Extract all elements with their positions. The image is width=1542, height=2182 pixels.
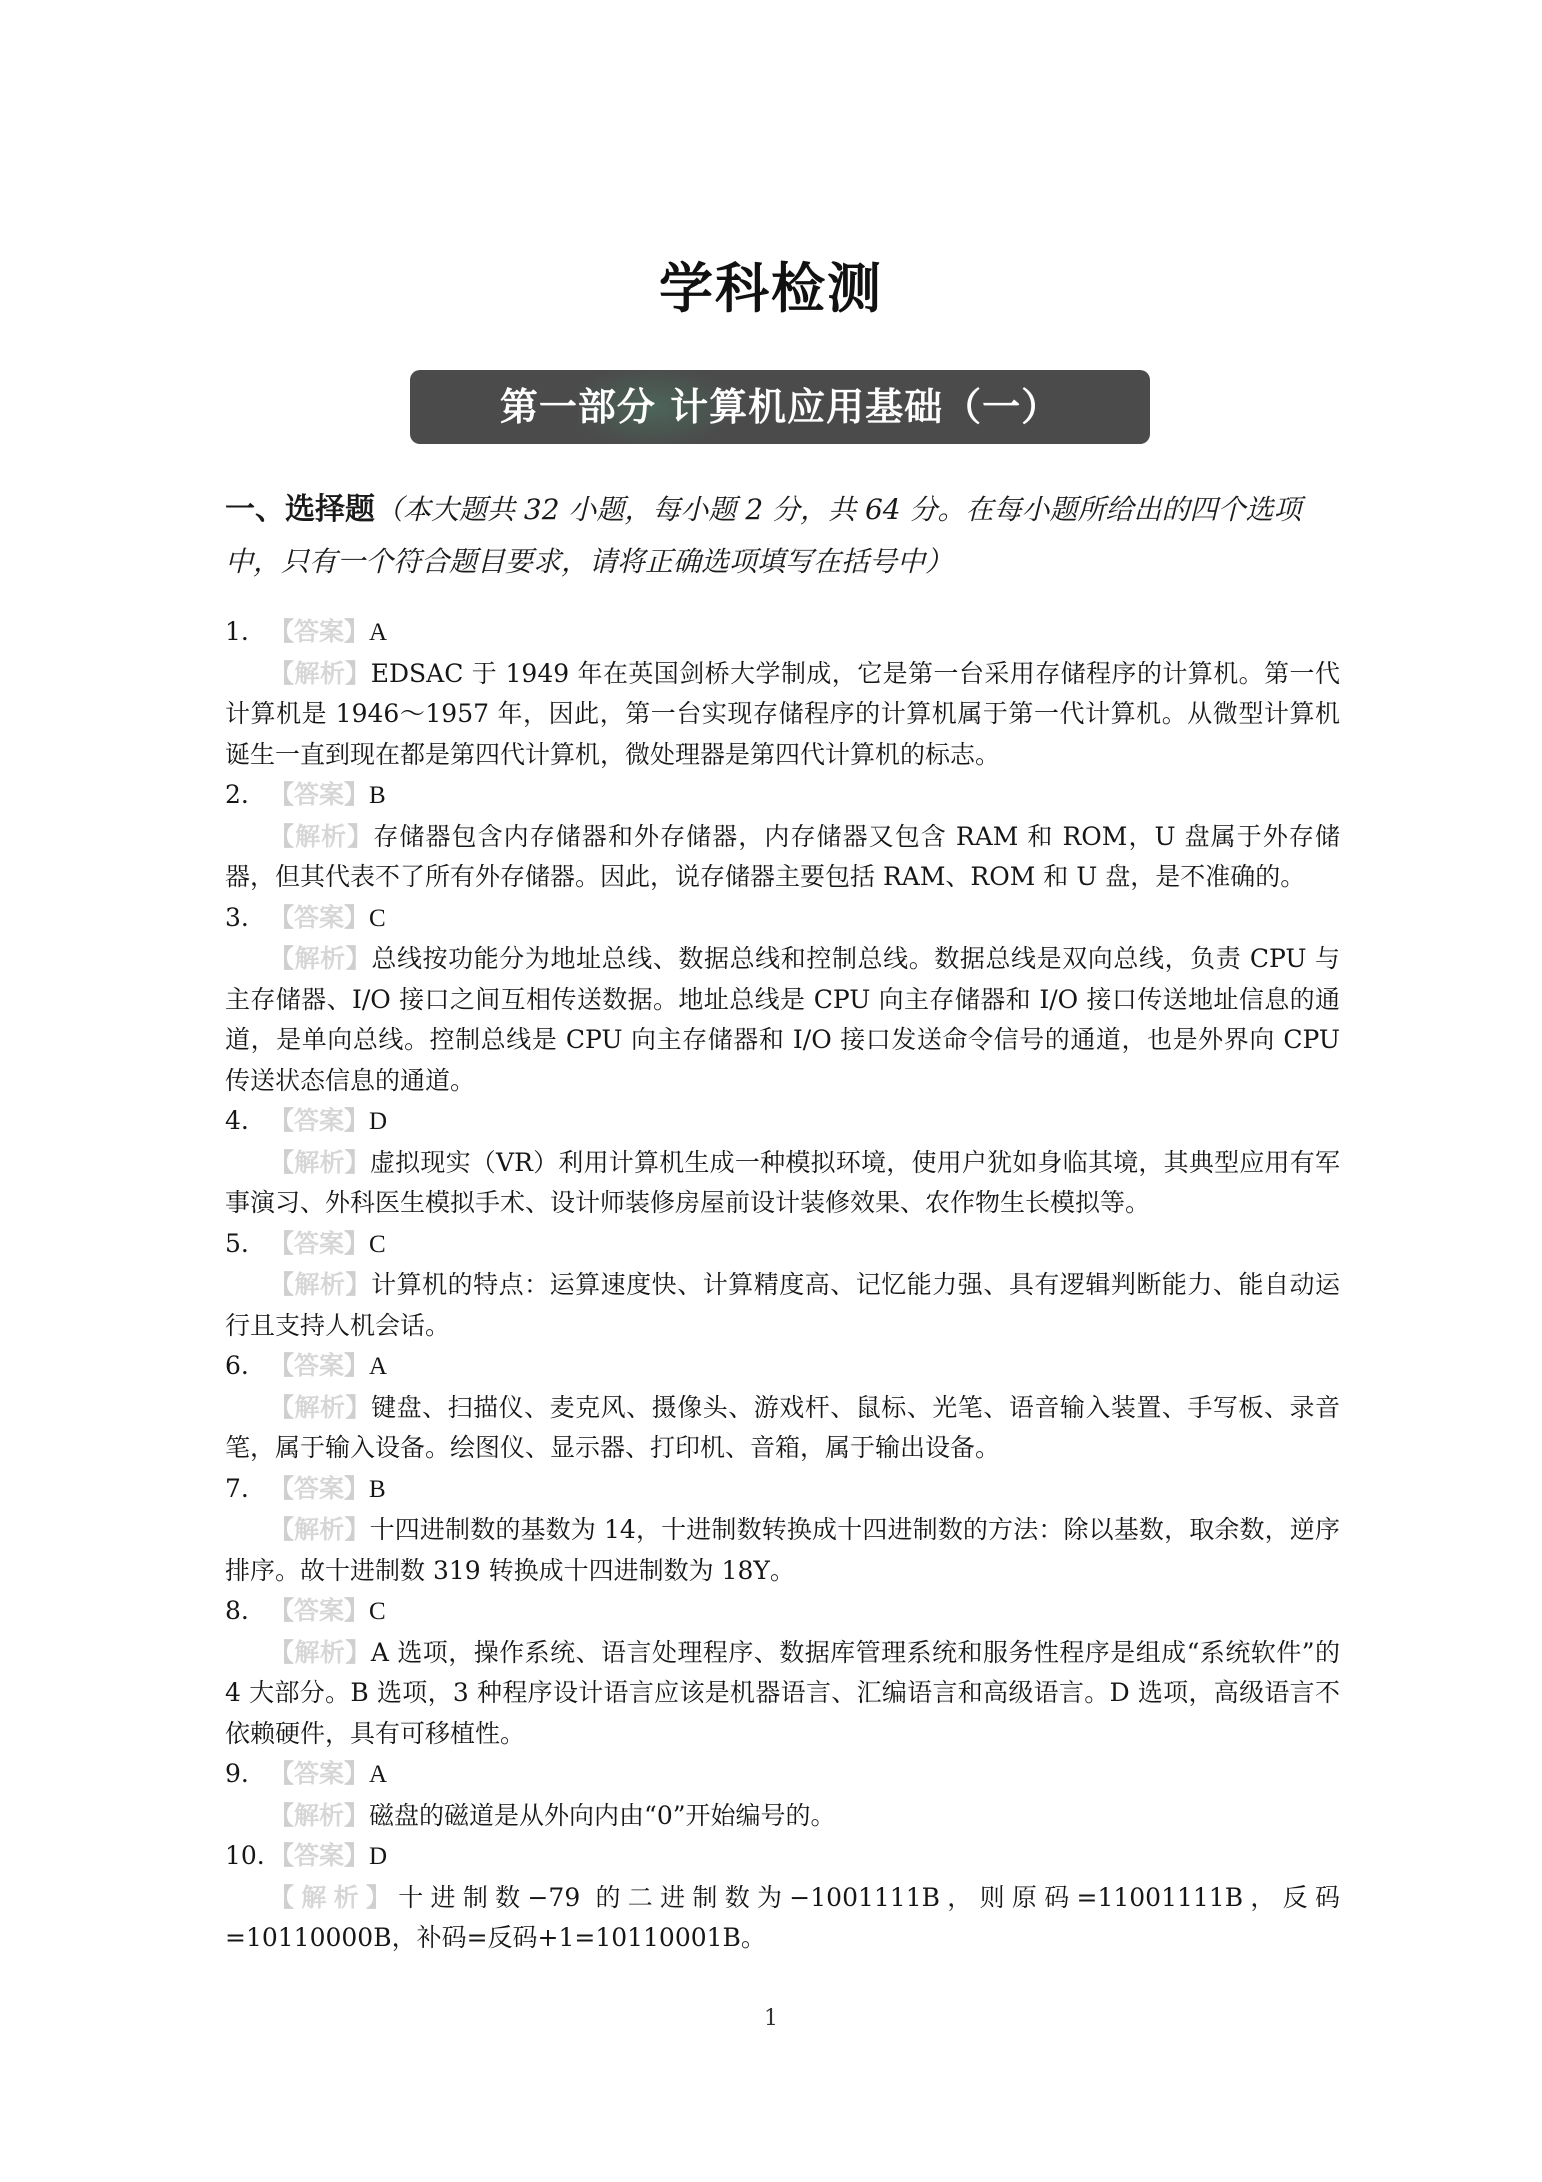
- analysis-text: 键盘、扫描仪、麦克风、摄像头、游戏杆、鼠标、光笔、语音输入装置、手写板、录音笔，属于输入设备。绘图仪、显示器、打印机、音箱，属于输出设备。: [225, 1392, 1340, 1462]
- answer-value: B: [369, 782, 386, 809]
- answer-line: [225, 612, 1340, 654]
- analysis-text: 磁盘的磁道是从外向内由“0”开始编号的。: [369, 1800, 836, 1830]
- tag-close-bracket: 】: [344, 1228, 370, 1258]
- answer-value: A: [369, 1353, 388, 1380]
- tag-open-bracket: 【: [269, 1882, 302, 1912]
- answer-line: [225, 1754, 1340, 1796]
- analysis-text: 十四进制数的基数为 14，十进制数转换成十四进制数的方法：除以基数，取余数，逆序排序。故十进制数 319 转换成十四进制数为 18Y。: [225, 1515, 1340, 1585]
- analysis-text: 总线按功能分为地址总线、数据总线和控制总线。数据总线是双向总线，负责 CPU 与主存储器、I/O 接口之间互相传送数据。地址总线是 CPU 向主存储器和 I/O 接口传送地址信息的通道，是单向总线。控制总线是 CPU 向主存储器和 I/O 接口发送命令信号的通道，也是外界向 CPU 传送状态信息的通道。: [225, 944, 1340, 1095]
- question-number: 4.: [225, 1106, 249, 1135]
- part-banner: [410, 370, 1150, 444]
- tag-close-bracket: 】: [344, 1351, 370, 1380]
- tag-open-bracket: 【: [269, 902, 295, 932]
- tag-close-bracket: 】: [345, 1637, 371, 1667]
- tag-open-bracket: 【: [269, 658, 295, 688]
- question-item: [225, 1469, 1340, 1592]
- section-heading: [225, 484, 1330, 588]
- analysis-tag-label: 解析: [294, 1147, 345, 1177]
- answer-tag: [269, 1106, 369, 1135]
- analysis-paragraph: [225, 1388, 1340, 1469]
- analysis-tag: [269, 1270, 371, 1299]
- page-number: 1: [764, 2006, 778, 2031]
- tag-open-bracket: 【: [269, 821, 296, 851]
- answer-tag-label: 答案: [294, 617, 345, 646]
- analysis-tag-label: 解析: [294, 658, 346, 688]
- answer-value: C: [369, 904, 386, 932]
- section-description: （本大题共 32 小题，每小题 2 分，共 64 分。在每小题所给出的四个选项中，只有一个符合题目要求，请将正确选项填写在括号中）: [225, 493, 1302, 578]
- analysis-tag: [269, 822, 373, 851]
- answer-line: [225, 775, 1340, 817]
- question-number: 1.: [225, 617, 249, 646]
- tag-open-bracket: 【: [269, 780, 295, 809]
- answer-tag-label: 答案: [294, 1473, 345, 1503]
- tag-close-bracket: 】: [344, 780, 370, 809]
- answer-tag-label: 答案: [294, 1841, 345, 1870]
- tag-close-bracket: 】: [344, 1515, 370, 1544]
- analysis-tag: [269, 1393, 371, 1422]
- tag-open-bracket: 【: [269, 1392, 295, 1422]
- analysis-tag: [269, 1148, 370, 1177]
- question-number: 5.: [225, 1228, 249, 1258]
- tag-open-bracket: 【: [269, 1800, 295, 1830]
- question-number: 9.: [225, 1759, 249, 1788]
- tag-close-bracket: 】: [344, 1473, 370, 1503]
- analysis-tag: [269, 1638, 371, 1667]
- tag-open-bracket: 【: [269, 1596, 295, 1625]
- page-title: 学科检测: [659, 257, 883, 320]
- question-item: [225, 1754, 1340, 1836]
- analysis-tag: [269, 1801, 369, 1830]
- answer-tag: [269, 1596, 369, 1625]
- answer-tag-label: 答案: [294, 1759, 345, 1788]
- answer-tag-label: 答案: [294, 902, 345, 932]
- question-item: [225, 1224, 1340, 1347]
- analysis-paragraph: [225, 939, 1340, 1101]
- analysis-paragraph: [225, 1143, 1340, 1224]
- question-item: [225, 1101, 1340, 1224]
- question-item: [225, 1836, 1340, 1959]
- question-number: 10.: [225, 1841, 265, 1870]
- question-number: 2.: [225, 780, 249, 809]
- tag-close-bracket: 】: [365, 1882, 399, 1912]
- answer-value: A: [369, 1761, 388, 1788]
- answer-tag: [269, 903, 369, 932]
- answer-value: C: [369, 1598, 386, 1625]
- tag-open-bracket: 【: [269, 617, 295, 646]
- answer-tag-label: 答案: [294, 1106, 345, 1135]
- section-title: 一、选择题: [225, 492, 375, 527]
- question-number: 7.: [225, 1473, 249, 1503]
- answer-value: D: [369, 1843, 388, 1870]
- answer-line: [225, 1591, 1340, 1633]
- tag-open-bracket: 【: [269, 1759, 295, 1788]
- analysis-text: A 选项，操作系统、语言处理程序、数据库管理系统和服务性程序是组成“系统软件”的 4 大部分。B 选项，3 种程序设计语言应该是机器语言、汇编语言和高级语言。D 选项，高级语言不依赖硬件，具有可移植性。: [225, 1637, 1340, 1748]
- analysis-paragraph: [225, 817, 1340, 898]
- analysis-text: 十进制数−79 的二进制数为−1001111B，则原码=11001111B，反码=10110000B，补码=反码+1=10110001B。: [225, 1882, 1340, 1952]
- analysis-tag-label: 解析: [294, 1515, 345, 1544]
- analysis-text: 存储器包含内存储器和外存储器，内存储器又包含 RAM 和 ROM，U 盘属于外存储器，但其代表不了所有外存储器。因此，说存储器主要包括 RAM、ROM 和 U 盘，是不准确的。: [225, 821, 1340, 891]
- tag-open-bracket: 【: [269, 1106, 295, 1135]
- analysis-tag: [269, 1883, 398, 1912]
- analysis-paragraph: [225, 1265, 1340, 1346]
- question-item: [225, 1591, 1340, 1754]
- analysis-tag-label: 解析: [294, 944, 346, 973]
- answer-tag-label: 答案: [294, 1351, 345, 1380]
- answer-line: [225, 1469, 1340, 1511]
- tag-close-bracket: 】: [344, 1841, 370, 1870]
- question-item: [225, 612, 1340, 775]
- analysis-text: 计算机的特点：运算速度快、计算精度高、记忆能力强、具有逻辑判断能力、能自动运行且支持人机会话。: [225, 1270, 1340, 1340]
- answer-tag: [269, 1759, 369, 1788]
- tag-close-bracket: 】: [344, 1106, 370, 1135]
- answer-value: B: [369, 1475, 386, 1503]
- analysis-paragraph: [225, 1878, 1340, 1959]
- tag-close-bracket: 】: [345, 1392, 372, 1422]
- answer-tag: [269, 617, 369, 646]
- tag-close-bracket: 】: [345, 1270, 372, 1299]
- tag-close-bracket: 】: [345, 944, 372, 973]
- answer-tag: [269, 1229, 369, 1258]
- tag-close-bracket: 】: [344, 1759, 370, 1788]
- analysis-tag: [269, 659, 371, 688]
- answer-line: [225, 1101, 1340, 1143]
- tag-open-bracket: 【: [269, 1841, 295, 1870]
- tag-close-bracket: 】: [344, 1147, 370, 1177]
- tag-open-bracket: 【: [269, 1351, 295, 1380]
- answer-line: [225, 1224, 1340, 1266]
- tag-open-bracket: 【: [269, 1515, 295, 1544]
- tag-open-bracket: 【: [269, 1473, 295, 1503]
- answer-line: [225, 1836, 1340, 1878]
- tag-open-bracket: 【: [269, 1637, 295, 1667]
- tag-close-bracket: 】: [345, 658, 371, 688]
- tag-close-bracket: 】: [347, 821, 374, 851]
- analysis-paragraph: [225, 654, 1340, 776]
- answer-tag: [269, 780, 369, 809]
- tag-close-bracket: 】: [344, 1800, 370, 1830]
- tag-close-bracket: 】: [344, 1596, 370, 1625]
- analysis-paragraph: [225, 1510, 1340, 1591]
- question-item: [225, 898, 1340, 1102]
- answer-tag-label: 答案: [294, 1596, 345, 1625]
- answer-tag-label: 答案: [294, 780, 345, 809]
- answer-value: C: [369, 1230, 386, 1258]
- analysis-tag-label: 解析: [294, 1800, 345, 1830]
- question-number: 6.: [225, 1351, 249, 1380]
- answer-tag: [269, 1841, 369, 1870]
- analysis-tag-label: 解析: [301, 1882, 366, 1912]
- tag-open-bracket: 【: [269, 1270, 295, 1299]
- analysis-tag: [269, 944, 371, 973]
- tag-open-bracket: 【: [269, 1147, 295, 1177]
- answer-line: [225, 898, 1340, 940]
- answer-tag-label: 答案: [294, 1228, 345, 1258]
- question-item: [225, 1346, 1340, 1469]
- analysis-tag-label: 解析: [295, 821, 348, 851]
- analysis-tag-label: 解析: [294, 1392, 346, 1422]
- answer-value: A: [369, 619, 388, 646]
- analysis-tag-label: 解析: [294, 1270, 346, 1299]
- analysis-tag-label: 解析: [294, 1637, 346, 1667]
- question-list: [225, 612, 1340, 1959]
- question-number: 3.: [225, 902, 249, 932]
- analysis-text: EDSAC 于 1949 年在英国剑桥大学制成，它是第一台采用存储程序的计算机。第一代计算机是 1946～1957 年，因此，第一台实现存储程序的计算机属于第一代计算机。从微型计算机诞生一直到现在都是第四代计算机，微处理器是第四代计算机的标志。: [225, 658, 1340, 769]
- analysis-paragraph: [225, 1796, 1340, 1837]
- analysis-paragraph: [225, 1633, 1340, 1755]
- analysis-tag: [269, 1515, 370, 1544]
- answer-line: [225, 1346, 1340, 1388]
- answer-value: D: [369, 1108, 388, 1135]
- question-number: 8.: [225, 1596, 249, 1625]
- answer-tag: [269, 1474, 369, 1503]
- tag-close-bracket: 】: [344, 902, 370, 932]
- part-title: 第一部分 计算机应用基础（一）: [499, 384, 1061, 429]
- answer-tag: [269, 1351, 369, 1380]
- question-item: [225, 775, 1340, 898]
- analysis-text: 虚拟现实（VR）利用计算机生成一种模拟环境，使用户犹如身临其境，其典型应用有军事演习、外科医生模拟手术、设计师装修房屋前设计装修效果、农作物生长模拟等。: [225, 1147, 1340, 1217]
- tag-open-bracket: 【: [269, 944, 295, 973]
- tag-open-bracket: 【: [269, 1228, 295, 1258]
- tag-close-bracket: 】: [344, 617, 370, 646]
